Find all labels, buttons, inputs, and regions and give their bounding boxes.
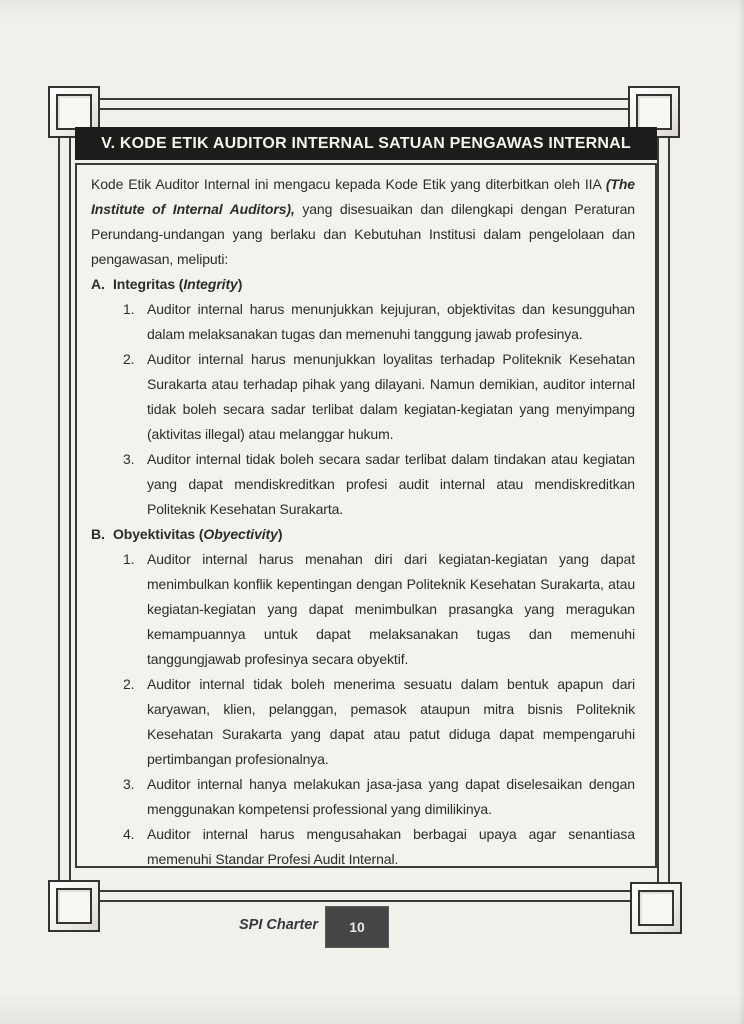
frame-corner-inner-square	[56, 94, 92, 130]
list-item-b3	[123, 772, 635, 822]
list-item-number: 2.	[123, 351, 135, 367]
scan-edge-shadow	[738, 0, 744, 1024]
section-b-letter: B.	[91, 526, 105, 542]
frame-rail-top	[100, 98, 630, 110]
list-item-a2	[123, 347, 635, 447]
section-header-bar	[75, 127, 657, 160]
list-item-text: Auditor internal harus menunjukkan loyalitas terhadap Politeknik Kesehatan Surakarta atau terhadap pihak yang dilayani. Namun demikian, auditor internal tidak boleh secara sadar terlibat dalam kegiatan-kegiatan yang menyimpang (aktivitas illegal) atau melanggar hukum.	[147, 351, 635, 442]
frame-rail-bottom	[100, 890, 630, 902]
list-item-a1	[123, 297, 635, 347]
frame-corner-inner-square	[56, 888, 92, 924]
list-item-text: Auditor internal tidak boleh secara sadar terlibat dalam tindakan atau kegiatan yang dapat mendiskreditkan profesi audit internal atau mendiskreditkan Politeknik Kesehatan Surakarta.	[147, 451, 635, 517]
section-b-title-close: )	[277, 526, 283, 542]
section-a-heading	[91, 272, 635, 297]
section-a-title-english: Integrity	[183, 276, 238, 292]
frame-corner-ornament-bottom-right	[630, 882, 682, 934]
intro-paragraph	[91, 172, 635, 272]
intro-text-italic: (The Institute of Internal Auditors),	[91, 176, 635, 217]
section-a-letter: A.	[91, 276, 105, 292]
section-a-title-close: )	[237, 276, 243, 292]
list-item-b1	[123, 547, 635, 672]
page-number: 10	[349, 919, 365, 935]
frame-rail-left	[58, 138, 71, 882]
section-b-title-english: Obyectivity	[203, 526, 278, 542]
section-b-heading	[91, 522, 635, 547]
section-b-title	[113, 522, 282, 547]
section-header-title: V. KODE ETIK AUDITOR INTERNAL SATUAN PENGAWAS INTERNAL	[101, 134, 631, 152]
list-item-number: 3.	[123, 451, 135, 467]
footer-document-title: SPI Charter	[239, 917, 318, 933]
list-item-number: 1.	[123, 301, 135, 317]
section-a-title-text: Integritas (	[113, 276, 184, 292]
list-item-text: Auditor internal harus menahan diri dari kegiatan-kegiatan yang dapat menimbulkan konflik kepentingan dengan Politeknik Kesehatan Surakarta, atau kegiatan-kegiatan yang dapat menimbulkan prasangka yang meragukan kemampuannya untuk dapat melaksanakan tugas dan memenuhi tanggungjawab profesinya secara obyektif.	[147, 551, 635, 667]
intro-text-start: Kode Etik Auditor Internal ini mengacu kepada Kode Etik yang diterbitkan oleh IIA	[91, 176, 606, 192]
page-number-box	[325, 906, 389, 948]
list-item-text: Auditor internal harus menunjukkan kejujuran, objektivitas dan kesungguhan dalam melaksanakan tugas dan memenuhi tanggung jawab profesinya.	[147, 301, 635, 342]
list-item-text: Auditor internal tidak boleh menerima sesuatu dalam bentuk apapun dari karyawan, klien, pelanggan, pemasok ataupun mitra bisnis Politeknik Kesehatan Surakarta yang dapat atau patut diduga dapat mempengaruhi pertimbangan profesionalnya.	[147, 676, 635, 767]
section-b-title-text: Obyektivitas (	[113, 526, 204, 542]
frame-corner-inner-square	[636, 94, 672, 130]
content-box	[75, 163, 657, 868]
list-item-number: 1.	[123, 551, 135, 567]
intro-text-end: yang disesuaikan dan dilengkapi dengan Peraturan Perundang-undangan yang berlaku dan Kebutuhan Institusi dalam pengelolaan dan pengawasan, meliputi:	[91, 201, 635, 267]
list-item-text: Auditor internal hanya melakukan jasa-jasa yang dapat diselesaikan dengan menggunakan kompetensi professional yang dimilikinya.	[147, 776, 635, 817]
frame-corner-inner-square	[638, 890, 674, 926]
list-item-b4	[123, 822, 635, 868]
list-item-text: Auditor internal harus mengusahakan berbagai upaya agar senantiasa memenuhi Standar Profesi Audit Internal.	[147, 826, 635, 867]
list-item-number: 4.	[123, 826, 135, 842]
section-a-title	[113, 272, 242, 297]
list-item-number: 3.	[123, 776, 135, 792]
list-item-a3	[123, 447, 635, 522]
list-item-b2	[123, 672, 635, 772]
frame-corner-ornament-bottom-left	[48, 880, 100, 932]
list-item-number: 2.	[123, 676, 135, 692]
frame-rail-right	[657, 138, 670, 882]
